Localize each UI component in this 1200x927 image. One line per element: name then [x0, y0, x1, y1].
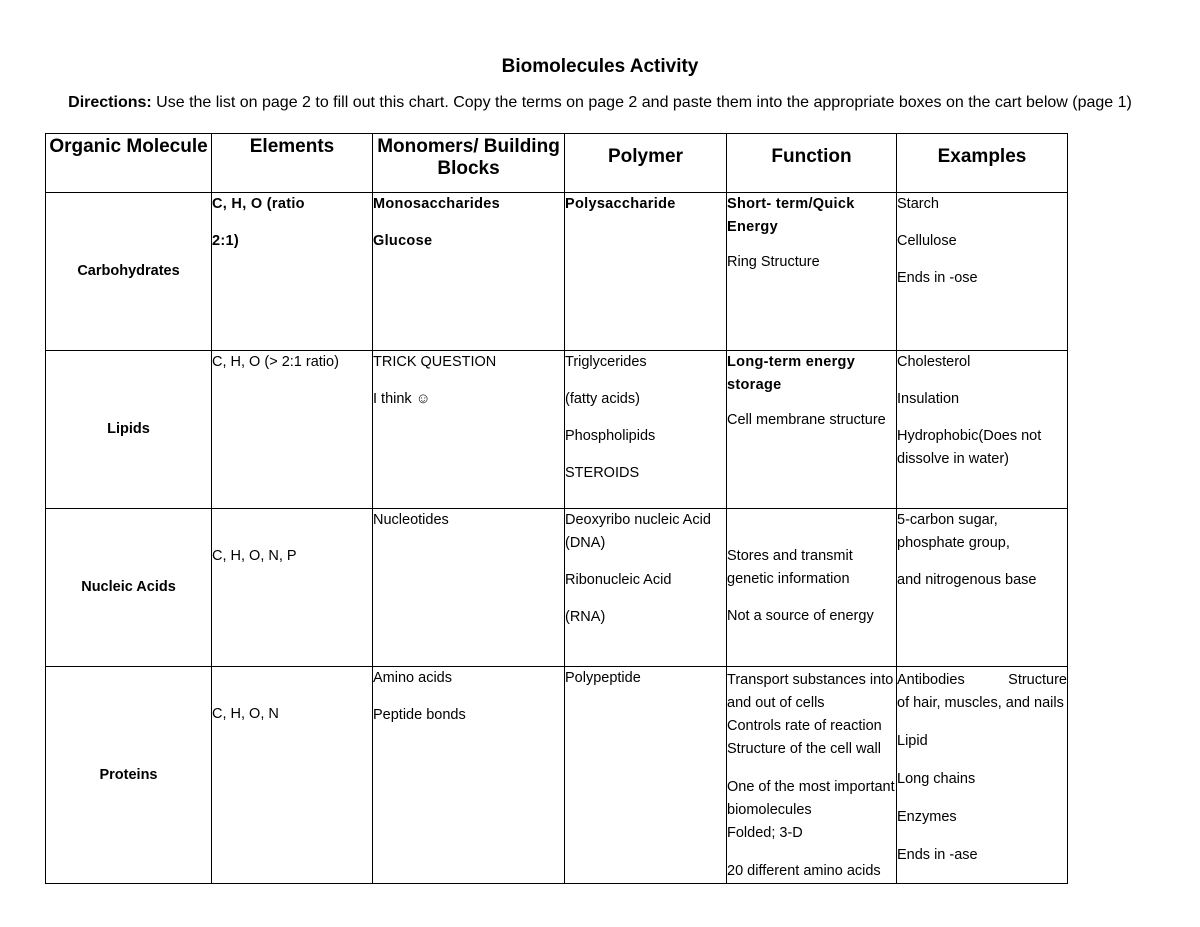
- elements-cell: [212, 509, 373, 667]
- examples-line: Lipid: [897, 733, 928, 749]
- table-row: [46, 193, 1068, 351]
- polymer-line: Deoxyribo nucleic Acid (DNA): [565, 512, 711, 551]
- function-cell: [727, 509, 897, 667]
- elements-cell: [212, 193, 373, 351]
- polymer-cell: [565, 667, 727, 884]
- function-line: Structure of the cell wall: [727, 741, 881, 757]
- monomers-cell: [373, 509, 565, 667]
- header-polymer: Polymer: [565, 134, 727, 193]
- table-row: [46, 667, 1068, 884]
- examples-cell: [897, 667, 1068, 884]
- polymer-cell: [565, 351, 727, 509]
- header-function: Function: [727, 134, 897, 193]
- polymer-line: STEROIDS: [565, 465, 640, 481]
- row-name: Carbohydrates: [46, 193, 212, 351]
- function-line: 20 different amino acids: [727, 863, 881, 879]
- elements-cell: [212, 667, 373, 884]
- monomers-cell: [373, 667, 565, 884]
- directions-label: Directions:: [68, 94, 152, 111]
- function-cell: [727, 351, 897, 509]
- function-line: Ring Structure: [727, 254, 820, 270]
- examples-line: Cellulose: [897, 233, 957, 249]
- elements-cell: [212, 351, 373, 509]
- examples-line: [897, 669, 1067, 692]
- function-line: Transport substances into and out of cells: [727, 672, 894, 711]
- monomers-line: Amino acids: [373, 670, 452, 686]
- elements-line: C, H, O, N, P: [212, 548, 297, 564]
- examples-line: and nitrogenous base: [897, 572, 1037, 588]
- polymer-line: Triglycerides: [565, 354, 647, 370]
- examples-line: Hydrophobic(Does not dissolve in water): [897, 428, 1042, 467]
- polymer-line: (RNA): [565, 609, 606, 625]
- page-title: Biomolecules Activity: [501, 56, 699, 77]
- examples-line: Ends in -ose: [897, 270, 978, 286]
- elements-line: C, H, O (ratio: [212, 196, 305, 212]
- polymer-cell: [565, 509, 727, 667]
- examples-cell: [897, 509, 1068, 667]
- examples-cell: [897, 193, 1068, 351]
- monomers-cell: [373, 193, 565, 351]
- header-examples: Examples: [897, 134, 1068, 193]
- header-monomers: Monomers/ Building Blocks: [373, 134, 565, 193]
- directions: [60, 93, 1140, 113]
- function-line: Not a source of energy: [727, 608, 874, 624]
- examples-cell: [897, 351, 1068, 509]
- function-line: Cell membrane structure: [727, 412, 886, 428]
- examples-line: Enzymes: [897, 809, 957, 825]
- examples-line: Insulation: [897, 391, 960, 407]
- monomers-line: Nucleotides: [373, 512, 449, 528]
- function-line: Stores and transmit genetic information: [727, 548, 853, 587]
- row-name: Lipids: [46, 351, 212, 509]
- elements-line: 2:1): [212, 233, 239, 249]
- function-line: Short- term/Quick Energy: [727, 196, 855, 235]
- examples-line: 5-carbon sugar, phosphate group,: [897, 512, 1010, 551]
- monomers-line: TRICK QUESTION: [373, 354, 497, 370]
- directions-text: Use the list on page 2 to fill out this chart. Copy the terms on page 2 and paste them into the appropriate boxes on the cart below (page 1): [151, 94, 1132, 111]
- header-organic-molecule: Organic Molecule: [46, 134, 212, 193]
- elements-line: C, H, O (> 2:1 ratio): [212, 354, 339, 370]
- polymer-line: (fatty acids): [565, 391, 640, 407]
- monomers-cell: [373, 351, 565, 509]
- header-elements: Elements: [212, 134, 373, 193]
- polymer-line: Polypeptide: [565, 670, 641, 686]
- monomers-line: Monosaccharides: [373, 196, 500, 212]
- function-cell: [727, 193, 897, 351]
- examples-line: Long chains: [897, 771, 976, 787]
- function-line: One of the most important biomolecules: [727, 779, 895, 818]
- function-cell: [727, 667, 897, 884]
- examples-line: Ends in -ase: [897, 847, 978, 863]
- examples-antibodies: Antibodies: [897, 672, 965, 688]
- function-line: Folded; 3-D: [727, 825, 803, 841]
- row-name: Nucleic Acids: [46, 509, 212, 667]
- polymer-cell: [565, 193, 727, 351]
- table-row: [46, 509, 1068, 667]
- header-row: [46, 134, 1068, 193]
- polymer-line: Polysaccharide: [565, 196, 676, 212]
- monomers-line: Glucose: [373, 233, 433, 249]
- row-name: Proteins: [46, 667, 212, 884]
- function-line: Long-term energy storage: [727, 354, 856, 393]
- examples-structure: Structure: [1008, 672, 1067, 688]
- monomers-line: I think ☺: [373, 391, 431, 407]
- polymer-line: Ribonucleic Acid: [565, 572, 672, 588]
- examples-line: Cholesterol: [897, 354, 971, 370]
- polymer-line: Phospholipids: [565, 428, 656, 444]
- function-line: Controls rate of reaction: [727, 718, 882, 734]
- elements-line: C, H, O, N: [212, 706, 279, 722]
- biomolecules-table: [45, 133, 1068, 884]
- examples-line: of hair, muscles, and nails: [897, 695, 1064, 711]
- table-row: [46, 351, 1068, 509]
- examples-line: Starch: [897, 196, 939, 212]
- monomers-line: Peptide bonds: [373, 707, 466, 723]
